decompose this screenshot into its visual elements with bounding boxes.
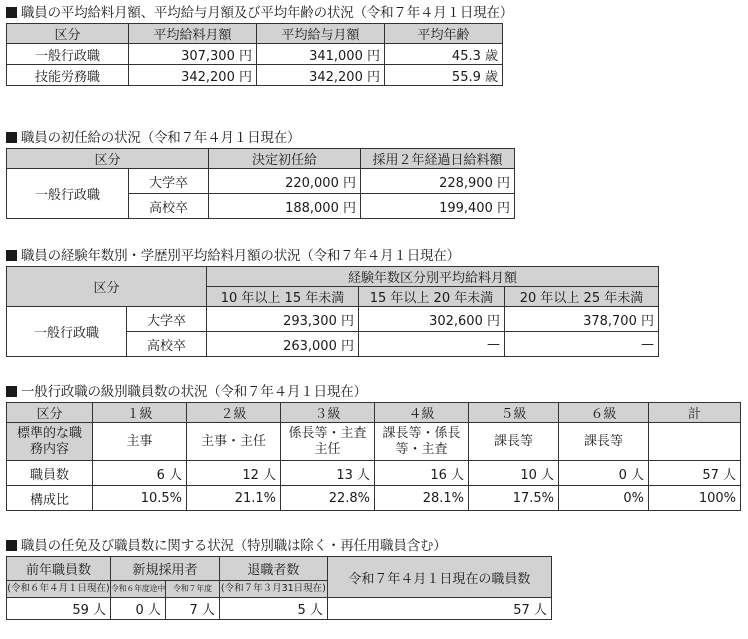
- header-row: [7, 557, 552, 581]
- table-row: [7, 65, 503, 86]
- header-cell: 退職者数: [219, 557, 327, 581]
- duty-cell: 課長等・係長等・主査: [375, 423, 469, 461]
- value-cell: 188,000 円: [209, 194, 361, 219]
- section-title-text: 職員の経験年数別・学歴別平均給料月額の状況（令和７年４月１日現在）: [21, 248, 460, 264]
- value-cell: 57 人: [327, 598, 551, 620]
- value-cell: 199,400 円: [361, 194, 515, 219]
- header-cell: 区分: [7, 149, 209, 169]
- header-cell: 新規採用者: [111, 557, 220, 581]
- appointments-table: [6, 556, 552, 620]
- square-bullet-icon: [6, 7, 17, 18]
- header-cell: 前年職員数: [7, 557, 111, 581]
- value-cell: 100%: [649, 486, 741, 511]
- header-subcell: 令和７年度: [165, 581, 219, 598]
- section-title: [6, 247, 659, 265]
- header-cell: 採用２年経過日給料額: [361, 149, 515, 169]
- value-cell: 378,700 円: [505, 307, 659, 332]
- value-cell: 307,300 円: [129, 44, 257, 65]
- value-cell: 342,200 円: [257, 65, 385, 86]
- duty-cell: 課長等: [559, 423, 649, 461]
- value-cell: 228,900 円: [361, 169, 515, 194]
- table-row: [7, 461, 741, 486]
- value-cell: —: [359, 332, 505, 357]
- square-bullet-icon: [6, 132, 17, 143]
- average-salary-table: [6, 23, 503, 86]
- duty-cell: [649, 423, 741, 461]
- header-subcell: (令和７年３月31日現在): [219, 581, 327, 598]
- value-cell: 10.5%: [93, 486, 187, 511]
- row-label: 高校卒: [127, 332, 207, 357]
- section-experience-salary: [6, 247, 659, 357]
- value-cell: 13 人: [281, 461, 375, 486]
- value-cell: 293,300 円: [207, 307, 359, 332]
- header-cell: 10 年以上 15 年未満: [207, 287, 359, 307]
- value-cell: 16 人: [375, 461, 469, 486]
- header-cell: 区分: [7, 24, 129, 44]
- section-title: [6, 4, 513, 22]
- value-cell: 12 人: [187, 461, 281, 486]
- header-cell: ３級: [281, 403, 375, 423]
- duty-cell: 主事・主任: [187, 423, 281, 461]
- value-cell: 28.1%: [375, 486, 469, 511]
- group-label: 一般行政職: [7, 307, 127, 357]
- header-cell: 経験年数区分別平均給料月額: [207, 267, 659, 287]
- value-cell: 55.9 歳: [385, 65, 503, 86]
- header-cell: 平均給与月額: [257, 24, 385, 44]
- row-label: 大学卒: [129, 169, 209, 194]
- value-cell: 57 人: [649, 461, 741, 486]
- starting-salary-table: [6, 148, 515, 219]
- header-cell: ２級: [187, 403, 281, 423]
- section-title: [6, 129, 515, 147]
- header-cell: １級: [93, 403, 187, 423]
- table-row: [7, 598, 552, 620]
- section-title-text: 職員の任免及び職員数に関する状況（特別職は除く・再任用職員含む）: [21, 538, 447, 554]
- value-cell: 0 人: [111, 598, 166, 620]
- section-title-text: 職員の平均給料月額、平均給与月額及び平均年齢の状況（令和７年４月１日現在）: [21, 5, 514, 21]
- header-cell: 平均年齢: [385, 24, 503, 44]
- header-row: [7, 403, 741, 423]
- header-cell: 区分: [7, 267, 207, 307]
- table-row: [7, 44, 503, 65]
- header-row: [7, 24, 503, 44]
- table-row: [7, 307, 659, 332]
- value-cell: 0%: [559, 486, 649, 511]
- table-row: [7, 169, 515, 194]
- section-title: [6, 383, 741, 401]
- value-cell: 5 人: [219, 598, 327, 620]
- value-cell: —: [505, 332, 659, 357]
- experience-salary-table: [6, 266, 659, 357]
- section-average-salary: [6, 4, 513, 86]
- header-subcell: 令和６年度途中: [111, 581, 166, 598]
- header-cell: 平均給料月額: [129, 24, 257, 44]
- grade-staff-table: [6, 402, 741, 511]
- value-cell: 0 人: [559, 461, 649, 486]
- value-cell: 59 人: [7, 598, 111, 620]
- value-cell: 21.1%: [187, 486, 281, 511]
- header-cell: 決定初任給: [209, 149, 361, 169]
- value-cell: 22.8%: [281, 486, 375, 511]
- duties-label: 標準的な職務内容: [7, 423, 93, 461]
- row-label: 構成比: [7, 486, 93, 511]
- value-cell: 341,000 円: [257, 44, 385, 65]
- section-appointments: [6, 537, 552, 620]
- group-label: 一般行政職: [7, 169, 129, 219]
- value-cell: 263,000 円: [207, 332, 359, 357]
- value-cell: 342,200 円: [129, 65, 257, 86]
- row-label: 高校卒: [129, 194, 209, 219]
- header-cell: 区分: [7, 403, 93, 423]
- header-cell: ６級: [559, 403, 649, 423]
- header-row: [7, 149, 515, 169]
- square-bullet-icon: [6, 250, 17, 261]
- value-cell: 45.3 歳: [385, 44, 503, 65]
- square-bullet-icon: [6, 386, 17, 397]
- table-row: [7, 486, 741, 511]
- section-title: [6, 537, 552, 555]
- section-grade-staff: [6, 383, 741, 511]
- header-subcell: (令和６年４月１日現在): [7, 581, 111, 598]
- header-cell: 15 年以上 20 年未満: [359, 287, 505, 307]
- row-label: 一般行政職: [7, 44, 129, 65]
- section-starting-salary: [6, 129, 515, 219]
- header-cell: 令和７年４月１日現在の職員数: [327, 557, 551, 598]
- header-cell: ５級: [469, 403, 559, 423]
- row-label: 大学卒: [127, 307, 207, 332]
- duties-row: [7, 423, 741, 461]
- header-row: [7, 267, 659, 287]
- value-cell: 220,000 円: [209, 169, 361, 194]
- duty-cell: 課長等: [469, 423, 559, 461]
- value-cell: 302,600 円: [359, 307, 505, 332]
- header-cell: 20 年以上 25 年未満: [505, 287, 659, 307]
- section-title-text: 職員の初任給の状況（令和７年４月１日現在）: [21, 130, 301, 146]
- value-cell: 7 人: [165, 598, 219, 620]
- row-label: 職員数: [7, 461, 93, 486]
- value-cell: 17.5%: [469, 486, 559, 511]
- value-cell: 6 人: [93, 461, 187, 486]
- header-cell: ４級: [375, 403, 469, 423]
- value-cell: 10 人: [469, 461, 559, 486]
- duty-cell: 主事: [93, 423, 187, 461]
- header-cell: 計: [649, 403, 741, 423]
- square-bullet-icon: [6, 540, 17, 551]
- section-title-text: 一般行政職の級別職員数の状況（令和７年４月１日現在）: [21, 384, 367, 400]
- row-label: 技能労務職: [7, 65, 129, 86]
- duty-cell: 係長等・主査主任: [281, 423, 375, 461]
